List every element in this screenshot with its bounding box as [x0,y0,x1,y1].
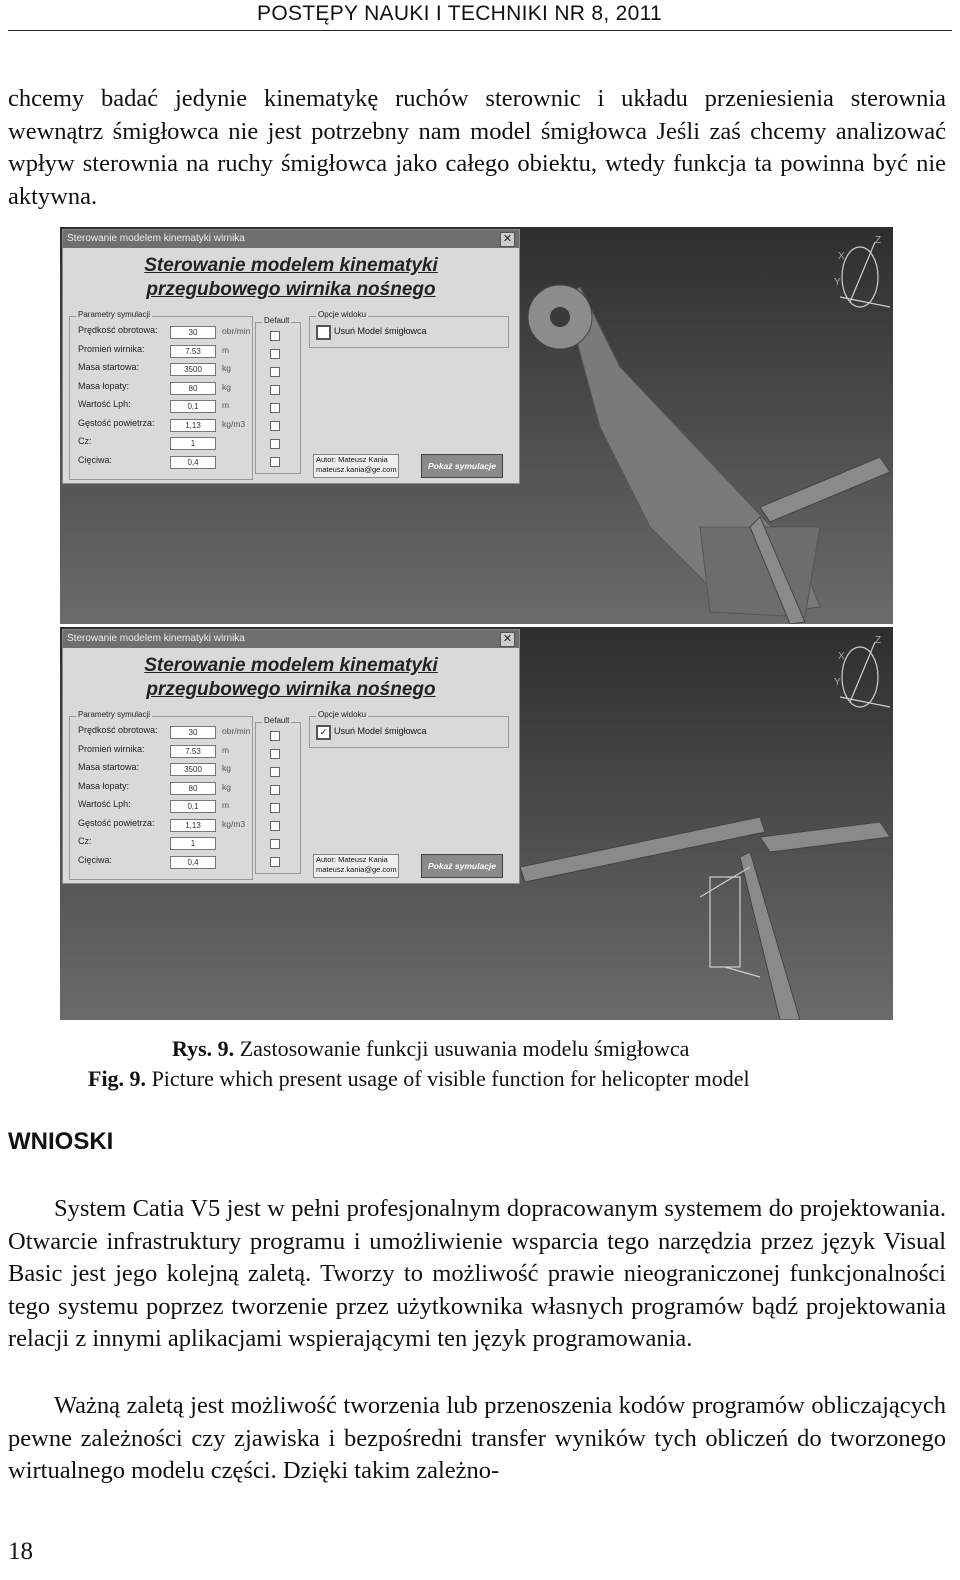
group-view-label: Opcje widoku [318,710,367,719]
param-input[interactable]: 0,1 [170,800,216,813]
param-input[interactable]: 1,13 [170,819,216,832]
param-unit: kg [222,781,231,792]
group-default-label: Default [264,316,290,325]
param-unit: kg [222,763,231,773]
dialog-window [62,229,520,484]
author-name: Autor: Mateusz Kania [316,455,388,464]
param-input[interactable]: 0,1 [170,400,216,413]
default-checkbox[interactable] [270,367,280,377]
remove-model-checkbox[interactable] [316,325,331,340]
dialog-heading-line2: przegubowego wirnika nośnego [146,279,436,300]
show-simulation-button[interactable]: Pokaż symulacje [421,454,503,478]
default-checkbox[interactable] [270,731,280,741]
param-input[interactable]: 1 [170,837,216,850]
group-default [255,716,301,874]
param-unit: kg [222,363,231,373]
axis-z-label: Z [875,235,882,246]
figure-catia-with-helicopter [60,227,893,624]
figure-caption-en [88,1066,960,1092]
param-input[interactable]: 30 [170,726,216,739]
default-checkbox[interactable] [270,385,280,395]
group-view-options [309,710,509,748]
default-checkbox[interactable] [270,349,280,359]
dialog-heading-line2: przegubowego wirnika nośnego [146,679,436,700]
param-input[interactable]: 3500 [170,363,216,376]
dialog-title: Sterowanie modelem kinematyki wirnika [67,633,245,644]
remove-model-label: Usuń Model śmigłowca [334,726,427,736]
param-input[interactable]: 1,13 [170,419,216,432]
param-input[interactable]: 80 [170,782,216,795]
param-label: Cz: [78,436,92,446]
param-input[interactable]: 0,4 [170,856,216,869]
dialog-heading-line1: Sterowanie modelem kinematyki [144,255,438,276]
param-label: Prędkość obrotowa: [78,725,158,735]
default-checkbox[interactable] [270,421,280,431]
param-label: Masa łopaty: [78,380,130,391]
figure-catia-without-helicopter [60,627,893,1020]
caption-en-text: Picture which present usage of visible function for helicopter model [151,1066,750,1091]
param-label: Gęstość powietrza: [78,417,155,428]
default-checkbox[interactable] [270,785,280,795]
param-unit: m [222,744,230,755]
default-checkbox[interactable] [270,439,280,449]
default-checkbox[interactable] [270,803,280,813]
param-unit: m [222,800,230,810]
journal-title: POSTĘPY NAUKI I TECHNIKI NR 8, 2011 [257,2,662,25]
dialog-heading [121,254,461,302]
param-input[interactable]: 7.53 [170,345,216,358]
group-params-label: Parametry symulacji [78,310,151,319]
param-label: Cz: [78,836,92,846]
remove-model-label: Usuń Model śmigłowca [334,326,427,336]
dialog-heading [121,654,461,702]
default-checkbox[interactable] [270,331,280,341]
dialog-title: Sterowanie modelem kinematyki wirnika [67,233,245,244]
group-params-label: Parametry symulacji [78,710,151,719]
param-label: Wartość Lph: [78,799,131,809]
dialog-heading-line1: Sterowanie modelem kinematyki [144,655,438,676]
param-input[interactable]: 80 [170,382,216,395]
param-label: Masa łopaty: [78,780,130,791]
axis-x-label: X [838,651,845,662]
param-unit: kg/m3 [222,818,246,829]
param-label: Wartość Lph: [78,399,131,409]
axis-y-label: Y [834,277,841,288]
caption-pl-text: Zastosowanie funkcji usuwania modelu śmigłowca [239,1036,690,1061]
param-input[interactable]: 7.53 [170,745,216,758]
author-email: mateusz.kania@ge.com [316,865,397,874]
param-input[interactable]: 3500 [170,763,216,776]
default-checkbox[interactable] [270,839,280,849]
param-input[interactable]: 0,4 [170,456,216,469]
param-label: Prędkość obrotowa: [78,325,158,335]
param-label: Masa startowa: [78,762,140,772]
dialog-titlebar [63,630,519,648]
group-params [69,710,253,880]
paragraph-conclusions-1: System Catia V5 jest w pełni profesjonalnym dopracowanym systemem do projektowania. Otwarcie infrastruktury programu i umożliwienie wsparcia tego narzędzia przez język Visual Basic jest jego kolejną zaletą. Tworzy to możliwość prawie nieograniczonej funkcjonalności tego systemu poprzez tworzenie przez użytkownika własnych programów bądź projektowania relacji z innymi aplikacjami wspierającymi ten język programowania. [8,1195,946,1352]
param-unit: obr/min [222,726,251,736]
axis-z-label: Z [875,635,882,646]
param-input[interactable]: 1 [170,437,216,450]
param-unit: kg/m3 [222,418,246,429]
param-unit: m [222,400,230,410]
dialog-titlebar [63,230,519,248]
dialog-window [62,629,520,884]
default-checkbox[interactable] [270,403,280,413]
author-email: mateusz.kania@ge.com [316,465,397,474]
figure-caption-pl [172,1036,960,1062]
running-header [8,0,952,31]
param-unit: kg [222,381,231,392]
default-checkbox[interactable] [270,457,280,467]
param-label: Cięciwa: [78,854,113,865]
param-unit: obr/min [222,326,251,336]
param-unit: m [222,344,230,355]
param-label: Promień wirnika: [78,343,145,354]
group-params [69,310,253,480]
group-view-label: Opcje widoku [318,310,367,319]
page-number: 18 [8,1538,33,1565]
author-box [313,454,399,478]
section-heading: WNIOSKI [8,1128,114,1155]
param-label: Gęstość powietrza: [78,817,155,828]
close-icon[interactable]: ✕ [500,632,515,647]
close-icon[interactable]: ✕ [500,232,515,247]
default-checkbox[interactable] [270,821,280,831]
author-name: Autor: Mateusz Kania [316,855,388,864]
group-default [255,316,301,474]
caption-en-prefix: Fig. 9. [88,1066,147,1091]
default-checkbox[interactable] [270,767,280,777]
author-box [313,854,399,878]
show-simulation-button[interactable]: Pokaż symulacje [421,854,503,878]
param-input[interactable]: 30 [170,326,216,339]
axis-x-label: X [838,251,845,262]
group-default-label: Default [264,716,290,725]
group-view-options [309,310,509,348]
default-checkbox[interactable] [270,857,280,867]
param-label: Promień wirnika: [78,743,145,754]
paragraph-conclusions-2: Ważną zaletą jest możliwość tworzenia lub przenoszenia kodów programów obliczających pewne zależności czy zjawiska i bezpośredni transfer wyników tych obliczeń do tworzonego wirtualnego modelu części. Dzięki takim zależno- [8,1392,946,1484]
remove-model-checkbox[interactable]: ✓ [316,725,331,740]
param-label: Masa startowa: [78,362,140,372]
default-checkbox[interactable] [270,749,280,759]
paragraph-intro: chcemy badać jedynie kinematykę ruchów sterownic i układu przeniesienia sterownia wewnątrz śmigłowca nie jest potrzebny nam model śmigłowca Jeśli zaś chcemy analizować wpływ sterownia na ruchy śmigłowca jako całego obiektu, wtedy funkcja ta powinna być nie aktywna. [8,85,946,210]
caption-pl-prefix: Rys. 9. [172,1036,235,1061]
axis-y-label: Y [834,677,841,688]
param-label: Cięciwa: [78,454,113,465]
